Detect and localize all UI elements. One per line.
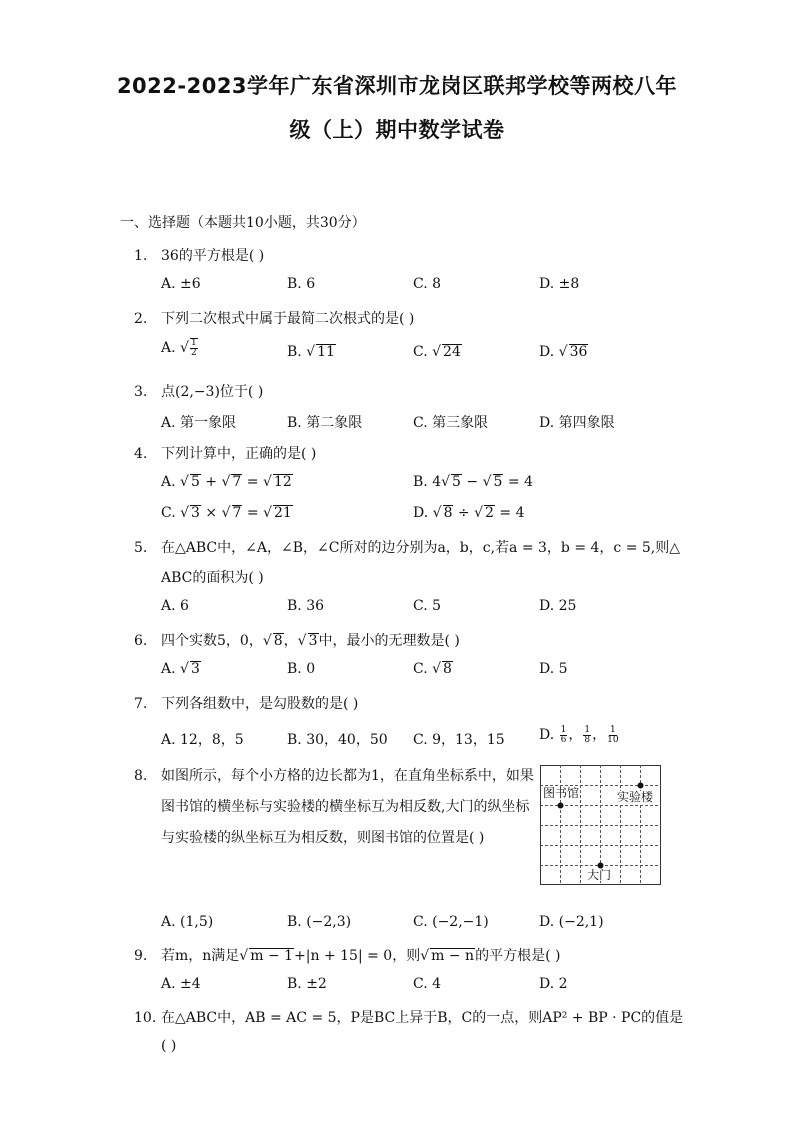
q1-option-c[interactable]: C. 8: [413, 276, 442, 292]
radicand: 2: [485, 505, 494, 521]
question-number: 4.: [134, 446, 148, 462]
question-8-line2: 图书馆的横坐标与实验楼的横坐标互为相反数,大门的纵坐标: [161, 799, 530, 815]
q8-option-d[interactable]: D. (−2,1): [539, 914, 604, 930]
radicand: 21: [274, 505, 292, 521]
question-6: [134, 630, 460, 650]
radical-sign-icon: [483, 474, 492, 490]
question-stem: 点(2,−3)位于( ): [161, 384, 264, 400]
radicand: m − 1: [250, 948, 294, 964]
radical-sign-icon: [420, 948, 429, 964]
radical-sign-icon: [222, 505, 231, 521]
q2-option-a[interactable]: [161, 338, 199, 358]
equals: =: [242, 474, 263, 490]
option-label: A.: [161, 661, 176, 677]
fraction: [583, 726, 591, 745]
q5-option-c[interactable]: C. 5: [413, 598, 442, 614]
question-stem-end: 中，最小的无理数是( ): [318, 633, 460, 649]
operator: +: [200, 474, 222, 490]
option-label: C.: [161, 505, 176, 521]
q2-option-c[interactable]: [413, 344, 462, 360]
question-stem-end: 的平方根是( ): [475, 948, 561, 964]
separator: ，: [283, 633, 298, 649]
q6-option-b[interactable]: B. 0: [287, 661, 316, 677]
q8-option-b[interactable]: B. (−2,3): [287, 914, 352, 930]
q3-option-b[interactable]: B. 第二象限: [287, 415, 363, 431]
radical-sign-icon: [441, 474, 450, 490]
question-stem: 下列各组数中，是勾股数的是( ): [161, 696, 359, 712]
q1-option-d[interactable]: D. ±8: [539, 276, 580, 292]
grid-svg: [540, 765, 661, 885]
radical-sign-icon: [239, 948, 248, 964]
radical-sign-icon: [222, 474, 231, 490]
q4-option-a[interactable]: [161, 474, 293, 490]
option-label: B.: [287, 344, 302, 360]
radicand: 12: [273, 474, 292, 490]
radical-sign-icon: [263, 633, 272, 649]
question-5: [134, 537, 680, 557]
q6-option-a[interactable]: [161, 661, 201, 677]
q6-option-d[interactable]: D. 5: [539, 661, 568, 677]
numerator: 1: [584, 724, 591, 735]
denominator: 8: [584, 734, 591, 745]
radical-sign-icon: [559, 344, 568, 360]
question-number: 10.: [134, 1010, 157, 1026]
exam-title-line2: 级（上）期中数学试卷: [289, 118, 505, 142]
radicand: 5: [493, 474, 503, 490]
question-stem-mid: +|n + 15| = 0，则: [294, 948, 421, 964]
denominator: 10: [607, 734, 619, 745]
option-label: A.: [161, 474, 176, 490]
question-number: 3.: [134, 384, 148, 400]
q2-option-b[interactable]: [287, 344, 336, 360]
radicand: 24: [443, 344, 461, 360]
operator: −: [461, 474, 483, 490]
q9-option-b[interactable]: B. ±2: [287, 976, 327, 992]
question-4: [134, 443, 316, 463]
fraction: [607, 726, 618, 745]
radicand: 8: [273, 633, 283, 649]
question-number: 5.: [134, 540, 148, 556]
question-stem: 下列二次根式中属于最简二次根式的是( ): [161, 311, 415, 327]
radicand: 3: [191, 505, 200, 521]
section-title: 一、选择题（本题共10小题，共30分）: [120, 215, 366, 231]
option-label: A.: [161, 340, 176, 356]
question-stem: 若m，n满足: [161, 948, 240, 964]
numerator: 1: [560, 724, 567, 735]
q5-option-b[interactable]: B. 36: [287, 598, 325, 614]
q7-option-a[interactable]: A. 12，8，5: [161, 732, 244, 748]
q3-option-c[interactable]: C. 第三象限: [413, 415, 489, 431]
q8-option-c[interactable]: C. (−2,−1): [413, 914, 489, 930]
question-1: [134, 245, 264, 265]
option-label: C.: [413, 661, 428, 677]
radicand: 3: [308, 633, 318, 649]
option-label: B. 4: [413, 474, 442, 490]
q3-option-a[interactable]: A. 第一象限: [161, 415, 237, 431]
question-stem: 下列计算中，正确的是( ): [161, 446, 317, 462]
operator: ÷: [453, 505, 475, 521]
q6-option-c[interactable]: [413, 661, 453, 677]
radicand: 8: [443, 505, 453, 521]
radical-sign-icon: [180, 474, 189, 490]
question-number: 6.: [134, 633, 148, 649]
library-point: [558, 803, 564, 809]
gate-label: 大门: [587, 868, 612, 882]
q1-option-b[interactable]: B. 6: [287, 276, 316, 292]
question-number: 7.: [134, 696, 148, 712]
question-10-line2: ( ): [161, 1038, 177, 1054]
radicand: 5: [452, 474, 461, 490]
radical-sign-icon: √: [180, 340, 189, 356]
radical-sign-icon: [306, 344, 315, 360]
q2-option-d[interactable]: [539, 344, 588, 360]
equals: =: [242, 505, 264, 521]
denominator: 2: [190, 348, 197, 358]
radical-sign-icon: [432, 661, 441, 677]
question-stem: 36的平方根是( ): [161, 248, 265, 264]
question-stem: 四个实数5，0，: [161, 633, 263, 649]
q8-option-a[interactable]: A. (1,5): [161, 914, 214, 930]
radical-sign-icon: [180, 661, 189, 677]
question-8: [134, 765, 534, 785]
numerator: 1: [609, 724, 616, 735]
question-stem: 在△ABC中，∠A，∠B，∠C所对的边分别为a，b，c,若a = 3，b = 4，c = 5,则△: [161, 540, 681, 556]
equals: = 4: [503, 474, 533, 490]
radical-sign-icon: [263, 505, 272, 521]
q9-option-d[interactable]: D. 2: [539, 976, 568, 992]
q7-option-d[interactable]: D. $\frac{1}{6}$ ， $\frac{1}{8}$ ， $\frac{1}{10}$: [539, 724, 619, 745]
radical-sign-icon: [263, 474, 272, 490]
question-3: [134, 381, 263, 401]
radicand: 7: [232, 505, 242, 521]
numerator: 1: [190, 338, 197, 348]
question-number: 1.: [134, 248, 148, 264]
q4-option-d[interactable]: [413, 505, 525, 521]
question-number: 9.: [134, 948, 148, 964]
question-number: 2.: [134, 311, 148, 327]
library-label: 图书馆: [543, 786, 580, 800]
exam-title-line1: 2022-2023学年广东省深圳市龙岗区联邦学校等两校八年: [116, 74, 678, 98]
question-8-line3: 与实验楼的纵坐标互为相反数，则图书馆的位置是( ): [161, 830, 485, 846]
coordinate-grid-figure: [540, 765, 661, 885]
q1-option-a[interactable]: A. ±6: [161, 276, 201, 292]
equals: = 4: [494, 505, 525, 521]
q3-option-d[interactable]: D. 第四象限: [539, 415, 615, 431]
lab-label: 实验楼: [617, 790, 654, 804]
fraction: [560, 726, 568, 745]
option-label: D.: [539, 727, 555, 743]
radicand: 3: [190, 661, 200, 677]
option-label: C.: [413, 344, 428, 360]
radicand: 5: [190, 474, 200, 490]
question-stem: 在△ABC中，AB = AC = 5，P是BC上异于B，C的一点，则AP² + BP · PC的值是: [161, 1010, 684, 1026]
q7-option-c[interactable]: C. 9，13，15: [413, 732, 505, 748]
q5-option-a[interactable]: A. 6: [161, 598, 189, 614]
option-label: D.: [539, 344, 555, 360]
fraction: [190, 338, 198, 358]
radical-sign-icon: [432, 344, 441, 360]
q9-option-c[interactable]: C. 4: [413, 976, 442, 992]
q9-option-a[interactable]: A. ±4: [161, 976, 201, 992]
operator: ×: [200, 505, 222, 521]
radical-sign-icon: [433, 505, 442, 521]
radicand: 7: [232, 474, 242, 490]
radical-sign-icon: [474, 505, 483, 521]
q4-option-b[interactable]: [413, 474, 533, 490]
question-7: [134, 693, 358, 713]
radicand: 11: [317, 344, 335, 360]
question-stem-line: 如图所示，每个小方格的边长都为1，在直角坐标系中，如果: [161, 768, 534, 784]
denominator: 6: [560, 734, 567, 745]
option-label: D.: [413, 505, 429, 521]
q5-option-d[interactable]: D. 25: [539, 598, 577, 614]
radicand: 8: [443, 661, 452, 677]
lab-point: [638, 783, 644, 789]
q7-option-b[interactable]: B. 30，40，50: [287, 732, 388, 748]
question-9: [134, 945, 560, 965]
radical-sign-icon: [180, 505, 189, 521]
question-number: 8.: [134, 768, 148, 784]
radicand: 36: [569, 344, 588, 360]
q4-option-c[interactable]: [161, 505, 293, 521]
question-2: [134, 308, 414, 328]
radical-sign-icon: [298, 633, 307, 649]
question-10: [134, 1007, 683, 1027]
radicand: m − n: [431, 948, 475, 964]
question-5-line2: ABC的面积为( ): [161, 570, 264, 586]
